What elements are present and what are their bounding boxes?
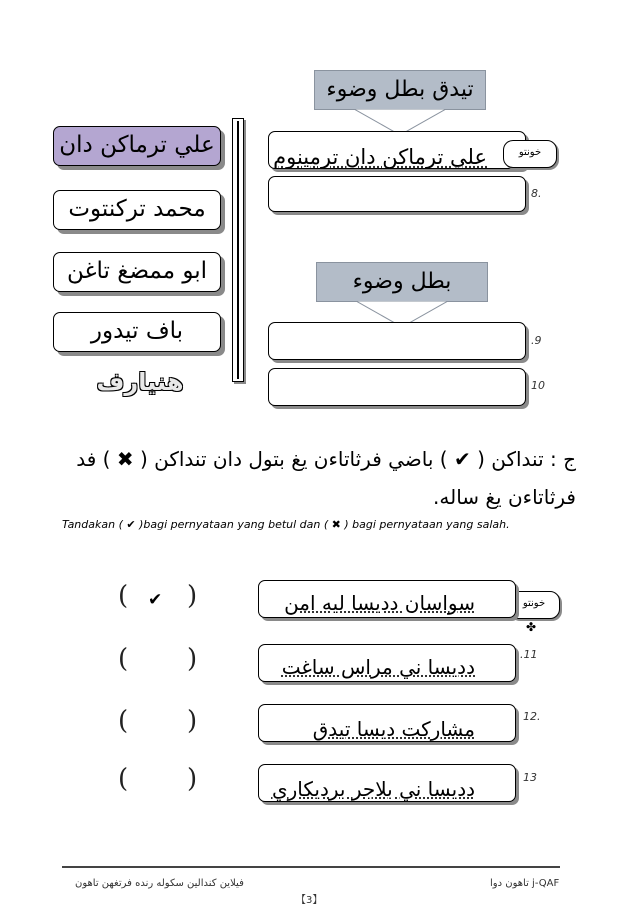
paren-close[interactable]: ) — [187, 644, 198, 674]
page-number-value: 3 — [306, 895, 313, 906]
instruction-rumi: Tandakan ( ✔ )bagi pernyataan yang betul dan ( ✖ ) bagi pernyataan yang salah. — [62, 518, 510, 531]
instruction-jawi-line1: ج : تنداكن ( ✔ ) باضي فرثاتاءن يغ بتول دان تنداكن ( ✖ ) فد — [76, 447, 576, 471]
example-tag: خونتو — [503, 140, 557, 168]
clover-icon: ✤ — [526, 620, 537, 634]
statement-example: سواسان دديسا ليه امن — [284, 591, 475, 615]
word-bank-item-2[interactable]: محمد تركنتوت — [53, 190, 221, 230]
statement-12: مشاركت ديسا تيدق — [312, 717, 475, 741]
paren-open: ( — [118, 581, 129, 611]
vertical-divider — [232, 118, 244, 382]
footer-right: ﺗﺎﻫﻮن دوا j-QAF — [490, 878, 560, 889]
paren-open[interactable]: ( — [118, 764, 129, 794]
footer-rule — [62, 866, 560, 868]
statement-13: دديسا ني بلاجر برديكاري — [271, 777, 475, 801]
answer-box-10[interactable] — [268, 368, 526, 406]
question-number-12: 12. — [523, 710, 541, 723]
instruction-jawi-line2: فرثاتاءن يغ ساله. — [433, 485, 576, 509]
answer-box-example — [268, 131, 526, 169]
word-bank-item-1[interactable]: علي ترماكن دان — [53, 126, 221, 166]
footer-left: ﻓﻴﻼﻳﻦ ﻛﻨﺪاﻟﻴﻦ ﺳﻜﻮﻟﻪ رﻧﺪه ﻓﺮﺗﻐﻬﻦ ﺗﺎﻫﻮن — [75, 878, 244, 889]
answer-box-8[interactable] — [268, 176, 526, 212]
word-bank-item-4[interactable]: باف تيدور — [53, 312, 221, 352]
paren-close[interactable]: ) — [187, 706, 198, 736]
question-number-10: 10 — [531, 379, 545, 392]
callout-title: بطل وضوء — [316, 262, 488, 302]
statement-box-13 — [258, 764, 516, 802]
page-number: 【3】 — [296, 895, 323, 906]
statement-box-12 — [258, 704, 516, 742]
paren-close: ) — [187, 581, 198, 611]
question-number-9: .9 — [531, 334, 542, 347]
example-answer: علي ترماكن دان ترمينوم — [273, 145, 487, 169]
example-tag-b: خونتو — [508, 591, 560, 619]
question-number-11: .11 — [520, 648, 538, 661]
check-mark-example: ✔ — [148, 590, 163, 610]
word-bank-footer: هنيارف — [96, 368, 184, 396]
statement-11: دديسا ني مراس ساغت — [281, 655, 475, 679]
statement-box-11 — [258, 644, 516, 682]
paren-close[interactable]: ) — [187, 764, 198, 794]
callout-title: تيدق بطل وضوء — [314, 70, 486, 110]
answer-box-9[interactable] — [268, 322, 526, 360]
question-number-13: 13 — [523, 771, 537, 784]
paren-open[interactable]: ( — [118, 706, 129, 736]
question-number-8: 8. — [531, 187, 542, 200]
paren-open[interactable]: ( — [118, 644, 129, 674]
statement-box-example — [258, 580, 516, 618]
word-bank-item-3[interactable]: ابو ممضغ تاغن — [53, 252, 221, 292]
